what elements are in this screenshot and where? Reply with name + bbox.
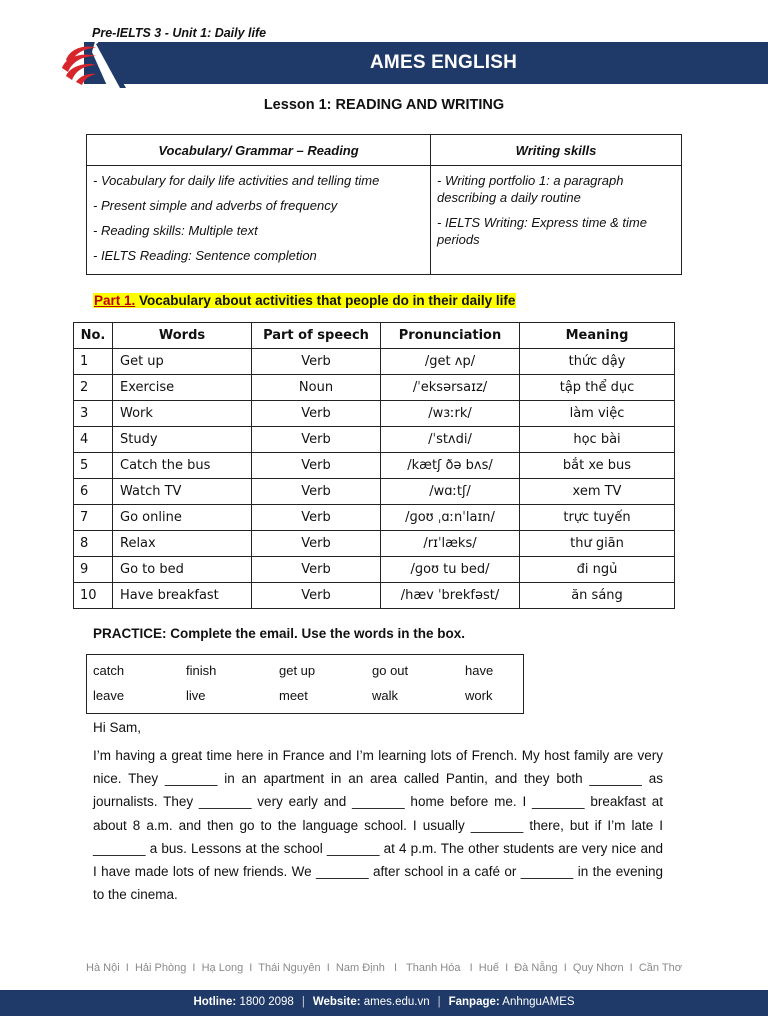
vocab-cell-pronunciation: /get ʌp/: [381, 349, 520, 375]
word-box-word: work: [465, 688, 493, 703]
vocab-row: [74, 583, 675, 609]
objectives-table: [86, 134, 682, 275]
word-box: [86, 654, 524, 714]
vocab-cell-word: Exercise: [113, 375, 252, 401]
vocab-cell-pronunciation: /ɡoʊ tu bed/: [381, 557, 520, 583]
objective-item: - Writing portfolio 1: a paragraph describing a daily routine: [437, 173, 624, 205]
email-body: I’m having a great time here in France and I’m learning lots of French. My host family are very nice. They _______ in an apartment in an area called Pantin, and they both _______ as journalists. They _______ very early and _______ home before me. I _______ breakfast at about 8 a.m. and then go to the language school. I usually _______ there, but if I’m late I _______ a bus. Lessons at the school _______ at 4 p.m. The other students are very nice and I have made lots of new friends. We _______ after school in a café or _______ in the evening to the cinema.: [93, 748, 663, 903]
vocab-cell-pos: Verb: [252, 453, 381, 479]
vocab-cell-no: 5: [74, 453, 113, 479]
vocab-cell-meaning: tập thể dục: [520, 375, 675, 401]
objective-item: - IELTS Reading: Sentence completion: [93, 248, 317, 263]
vocab-cell-pronunciation: /rɪˈlæks/: [381, 531, 520, 557]
vocab-cell-pos: Noun: [252, 375, 381, 401]
vocab-row: [74, 375, 675, 401]
objective-item: - IELTS Writing: Express time & time periods: [437, 215, 647, 247]
vocab-cell-word: Go online: [113, 505, 252, 531]
website-link[interactable]: ames.edu.vn: [363, 996, 430, 1008]
vocab-header-pos: Part of speech: [252, 323, 381, 349]
vocab-cell-no: 1: [74, 349, 113, 375]
word-box-word: get up: [279, 663, 316, 678]
practice-title: PRACTICE: Complete the email. Use the words in the box.: [93, 626, 466, 641]
fanpage-link[interactable]: AnhnguAMES: [502, 996, 575, 1008]
vocab-cell-no: 9: [74, 557, 113, 583]
footer-contacts: Hotline: 1800 2098 | Website: ames.edu.vn | Fanpage: AnhnguAMES: [193, 996, 575, 1008]
vocab-cell-pronunciation: /hæv ˈbrekfəst/: [381, 583, 520, 609]
objective-item: - Present simple and adverbs of frequency: [93, 198, 338, 213]
email-greeting: Hi Sam,: [93, 720, 142, 735]
vocab-cell-pronunciation: /wɑːtʃ/: [381, 479, 520, 505]
vocab-cell-pos: Verb: [252, 557, 381, 583]
hotline-label: Hotline:: [193, 996, 237, 1008]
vocab-table: [73, 322, 675, 609]
part1-label: Part 1.: [94, 293, 136, 308]
vocab-cell-pronunciation: /wɜːrk/: [381, 401, 520, 427]
word-box-word: catch: [93, 663, 125, 678]
word-box-word: leave: [93, 688, 125, 703]
email-text: [93, 720, 663, 906]
vocab-row: [74, 505, 675, 531]
objectives-header-vocab: Vocabulary/ Grammar – Reading: [87, 135, 431, 166]
vocab-cell-pronunciation: /kætʃ ðə bʌs/: [381, 453, 520, 479]
vocab-cell-meaning: trực tuyến: [520, 505, 675, 531]
vocab-cell-no: 3: [74, 401, 113, 427]
vocab-cell-pos: Verb: [252, 583, 381, 609]
word-box-row: [87, 688, 523, 708]
objectives-vocab-cell: [87, 166, 431, 275]
vocab-row: [74, 479, 675, 505]
vocab-cell-word: Relax: [113, 531, 252, 557]
vocab-cell-word: Catch the bus: [113, 453, 252, 479]
vocab-cell-no: 4: [74, 427, 113, 453]
vocab-cell-meaning: thức dậy: [520, 349, 675, 375]
vocab-cell-word: Study: [113, 427, 252, 453]
vocab-cell-meaning: làm việc: [520, 401, 675, 427]
lesson-title: Lesson 1: READING AND WRITING: [263, 97, 505, 113]
brand-title: AMES ENGLISH: [370, 52, 518, 73]
hotline-number: 1800 2098: [239, 996, 294, 1008]
objectives-header-writing: Writing skills: [431, 135, 682, 166]
vocab-cell-pronunciation: /ɡoʊ ˌɑːnˈlaɪn/: [381, 505, 520, 531]
part1-title: Vocabulary about activities that people do in their daily life: [139, 293, 516, 308]
vocab-row: [74, 427, 675, 453]
word-box-word: walk: [372, 688, 399, 703]
vocab-cell-no: 2: [74, 375, 113, 401]
vocab-cell-meaning: học bài: [520, 427, 675, 453]
objectives-writing-cell: [431, 166, 682, 275]
vocab-cell-meaning: xem TV: [520, 479, 675, 505]
vocab-row: [74, 531, 675, 557]
vocab-cell-pos: Verb: [252, 401, 381, 427]
vocab-header-words: Words: [113, 323, 252, 349]
objective-item: - Reading skills: Multiple text: [93, 223, 258, 238]
objective-item: - Vocabulary for daily life activities and telling time: [93, 173, 380, 188]
vocab-cell-meaning: ăn sáng: [520, 583, 675, 609]
vocab-row: [74, 401, 675, 427]
vocab-cell-no: 10: [74, 583, 113, 609]
vocab-cell-meaning: đi ngủ: [520, 557, 675, 583]
vocab-cell-meaning: thư giãn: [520, 531, 675, 557]
fanpage-label: Fanpage:: [448, 996, 500, 1008]
vocab-cell-no: 7: [74, 505, 113, 531]
vocab-cell-pronunciation: /ˈeksərsaɪz/: [381, 375, 520, 401]
vocab-cell-word: Get up: [113, 349, 252, 375]
vocab-cell-word: Go to bed: [113, 557, 252, 583]
word-box-word: have: [465, 663, 494, 678]
vocab-cell-pos: Verb: [252, 427, 381, 453]
ames-logo: [56, 38, 136, 88]
vocab-cell-pos: Verb: [252, 505, 381, 531]
vocab-cell-word: Have breakfast: [113, 583, 252, 609]
branch-cities: Hà Nội I Hải Phòng I Hạ Long I Thái Nguyên I Nam Định I Thanh Hóa I Huế I Đà Nẵng I Quy Nhơn I Cần Thơ: [86, 962, 682, 974]
vocab-cell-pos: Verb: [252, 531, 381, 557]
vocab-cell-pronunciation: /ˈstʌdi/: [381, 427, 520, 453]
vocab-row: [74, 557, 675, 583]
vocab-header-no: No.: [74, 323, 113, 349]
vocab-row: [74, 349, 675, 375]
word-box-word: finish: [186, 663, 217, 678]
word-box-word: meet: [279, 688, 308, 703]
vocab-cell-pos: Verb: [252, 479, 381, 505]
website-label: Website:: [312, 996, 361, 1008]
word-box-word: live: [186, 688, 206, 703]
vocab-cell-word: Work: [113, 401, 252, 427]
course-label: Pre-IELTS 3 - Unit 1: Daily life: [92, 26, 267, 40]
word-box-word: go out: [372, 663, 409, 678]
part1-heading: [93, 293, 516, 308]
vocab-header-meaning: Meaning: [520, 323, 675, 349]
vocab-header-pronunciation: Pronunciation: [381, 323, 520, 349]
word-box-row: [87, 663, 523, 683]
vocab-cell-word: Watch TV: [113, 479, 252, 505]
vocab-cell-pos: Verb: [252, 349, 381, 375]
vocab-row: [74, 453, 675, 479]
vocab-cell-no: 8: [74, 531, 113, 557]
vocab-cell-meaning: bắt xe bus: [520, 453, 675, 479]
vocab-cell-no: 6: [74, 479, 113, 505]
